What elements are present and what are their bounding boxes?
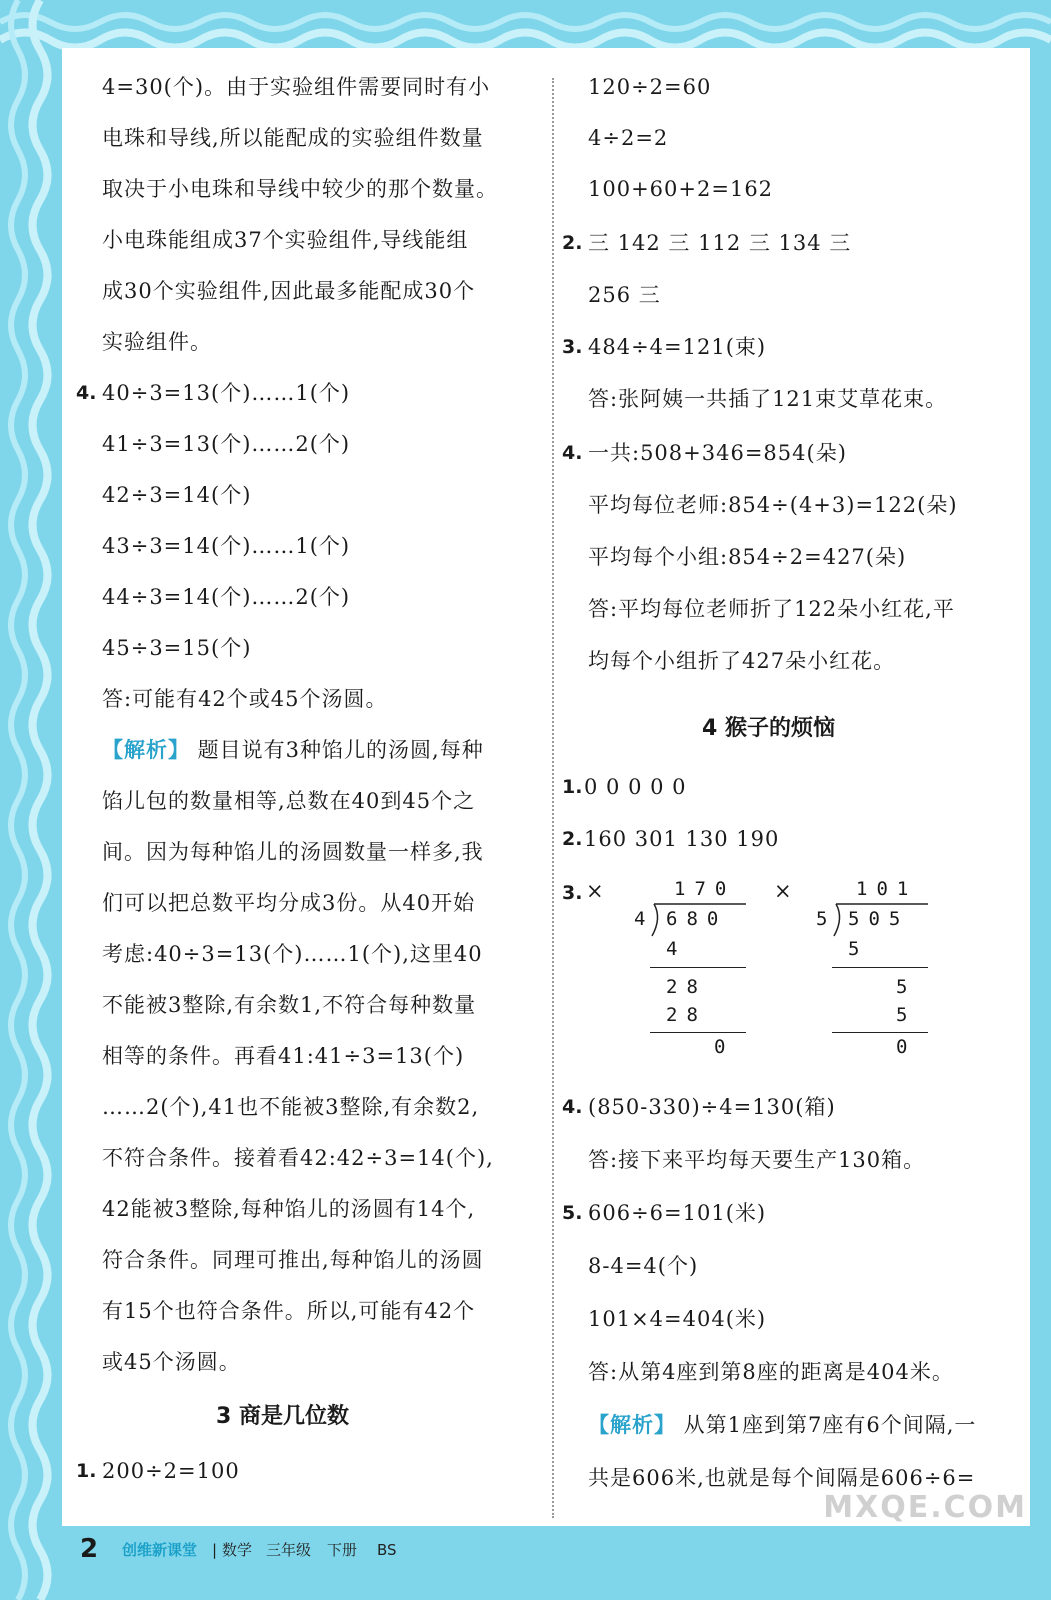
calc-line: 一共:508+346=854(朵) (588, 441, 847, 465)
answer-line: 均每个小组折了427朵小红花。 (588, 649, 896, 673)
answer-line: 答:接下来平均每天要生产130箱。 (588, 1148, 926, 1172)
analysis-text: 题目说有3种馅儿的汤圆,每种 (190, 738, 484, 762)
question-number: 4. (562, 442, 583, 464)
footer-separator: | (212, 1541, 218, 1559)
question-number: 1. (562, 776, 583, 798)
calc-line: 41÷3=13(个)……2(个) (102, 432, 351, 456)
analysis-line: 不符合条件。接着看42:42÷3=14(个), (102, 1146, 494, 1170)
calc-line: 200÷2=100 (102, 1459, 240, 1483)
section-title: 3 商是几位数 (216, 1404, 349, 1429)
calc-line: 4÷2=2 (588, 126, 669, 150)
analysis-line: 42能被3整除,每种馅儿的汤圆有14个, (102, 1197, 476, 1221)
calc-line: 606÷6=101(米) (588, 1201, 767, 1225)
wrong-mark: × (586, 879, 605, 903)
calc-line: 45÷3=15(个) (102, 636, 252, 660)
calc-line: 42÷3=14(个) (102, 483, 252, 507)
text-line: 电珠和导线,所以能配成的实验组件数量 (102, 126, 484, 150)
long-division-2 (810, 878, 940, 1058)
question-number: 3. (562, 336, 583, 358)
wrong-mark: × (774, 879, 793, 903)
calc-line: 101×4=404(米) (588, 1307, 767, 1331)
analysis-first-line (102, 735, 484, 765)
analysis-line: 馅儿包的数量相等,总数在40到45个之 (102, 789, 476, 813)
dividend: 680 (666, 908, 728, 930)
answer-page (62, 48, 1030, 1526)
analysis-line: 相等的条件。再看41:41÷3=13(个) (102, 1044, 465, 1068)
footer-volume: 下册 (327, 1541, 358, 1559)
analysis-line: 们可以把总数平均分成3份。从40开始 (102, 891, 476, 915)
footer-edition: BS (377, 1541, 397, 1559)
question-number: 2. (562, 232, 583, 254)
watermark: MXQE.COM (823, 1490, 1027, 1525)
brand-name: 创维新课堂 (122, 1541, 198, 1559)
calc-line: 8-4=4(个) (588, 1254, 699, 1278)
long-division-1 (628, 878, 758, 1058)
question-number: 1. (76, 1460, 97, 1482)
footer-grade: 三年级 (266, 1541, 312, 1559)
question-number: 3. (562, 882, 583, 904)
calc-line: 40÷3=13(个)……1(个) (102, 381, 351, 405)
analysis-line: 有15个也符合条件。所以,可能有42个 (102, 1299, 476, 1323)
analysis-line: ……2(个),41也不能被3整除,有余数2, (102, 1095, 480, 1119)
analysis-line: 考虑:40÷3=13(个)……1(个),这里40 (102, 942, 483, 966)
answer-line: 160 301 130 190 (584, 827, 780, 851)
divisor: 4 (634, 908, 655, 930)
answer-line: 三 142 三 112 三 134 三 (588, 231, 852, 255)
division-rule (832, 1032, 928, 1033)
calc-line: 484÷4=121(束) (588, 335, 767, 359)
subtract-step: 5 (848, 938, 869, 960)
divisor: 5 (816, 908, 837, 930)
text-line: 小电珠能组成37个实验组件,导线能组 (102, 228, 469, 252)
page-footer (62, 1532, 1030, 1572)
question-number: 2. (562, 828, 583, 850)
calc-line: 44÷3=14(个)……2(个) (102, 585, 351, 609)
subtract-step: 4 (666, 938, 687, 960)
question-number: 4. (562, 1096, 583, 1118)
quotient: 170 (674, 878, 736, 900)
column-divider (552, 78, 554, 1518)
division-rule (650, 1032, 746, 1033)
partial-remainder: 28 (666, 976, 707, 998)
answer-line: 答:可能有42个或45个汤圆。 (102, 687, 388, 711)
analysis-line: 不能被3整除,有余数1,不符合每种数量 (102, 993, 477, 1017)
text-line: 实验组件。 (102, 330, 212, 354)
analysis-text: 从第1座到第7座有6个间隔,一 (676, 1413, 977, 1437)
analysis-line: 符合条件。同理可推出,每种馅儿的汤圆 (102, 1248, 484, 1272)
calc-line: 100+60+2=162 (588, 177, 774, 201)
analysis-first-line (588, 1410, 976, 1440)
answer-line: 答:从第4座到第8座的距离是404米。 (588, 1360, 954, 1384)
final-remainder: 0 (896, 1036, 917, 1058)
partial-remainder: 5 (896, 976, 917, 998)
page-number: 2 (80, 1534, 99, 1564)
subtract-step: 28 (666, 1004, 707, 1026)
section-title: 4 猴子的烦恼 (702, 716, 835, 741)
answer-line: 256 三 (588, 283, 661, 307)
answer-line: 答:张阿姨一共插了121束艾草花束。 (588, 387, 948, 411)
analysis-line: 或45个汤圆。 (102, 1350, 241, 1374)
answer-line: 答:平均每位老师折了122朵小红花,平 (588, 597, 955, 621)
calc-line: 平均每位老师:854÷(4+3)=122(朵) (588, 493, 958, 517)
quotient: 101 (856, 878, 918, 900)
analysis-line: 共是606米,也就是每个间隔是606÷6= (588, 1466, 976, 1490)
answer-line: 0 0 0 0 0 (584, 775, 687, 799)
question-number: 5. (562, 1202, 583, 1224)
text-line: 成30个实验组件,因此最多能配成30个 (102, 279, 476, 303)
final-remainder: 0 (714, 1036, 735, 1058)
text-line: 取决于小电珠和导线中较少的那个数量。 (102, 177, 498, 201)
subtract-step: 5 (896, 1004, 917, 1026)
calc-line: 平均每个小组:854÷2=427(朵) (588, 545, 907, 569)
analysis-tag: 【解析】 (102, 737, 190, 762)
division-rule (650, 967, 746, 968)
dividend: 505 (848, 908, 910, 930)
calc-line: 120÷2=60 (588, 75, 712, 99)
footer-subject: 数学 (222, 1541, 253, 1559)
analysis-tag: 【解析】 (588, 1412, 676, 1437)
calc-line: (850-330)÷4=130(箱) (588, 1095, 836, 1119)
question-number: 4. (76, 382, 97, 404)
text-line: 4=30(个)。由于实验组件需要同时有小 (102, 75, 491, 99)
division-rule (832, 967, 928, 968)
analysis-line: 间。因为每种馅儿的汤圆数量一样多,我 (102, 840, 484, 864)
calc-line: 43÷3=14(个)……1(个) (102, 534, 351, 558)
